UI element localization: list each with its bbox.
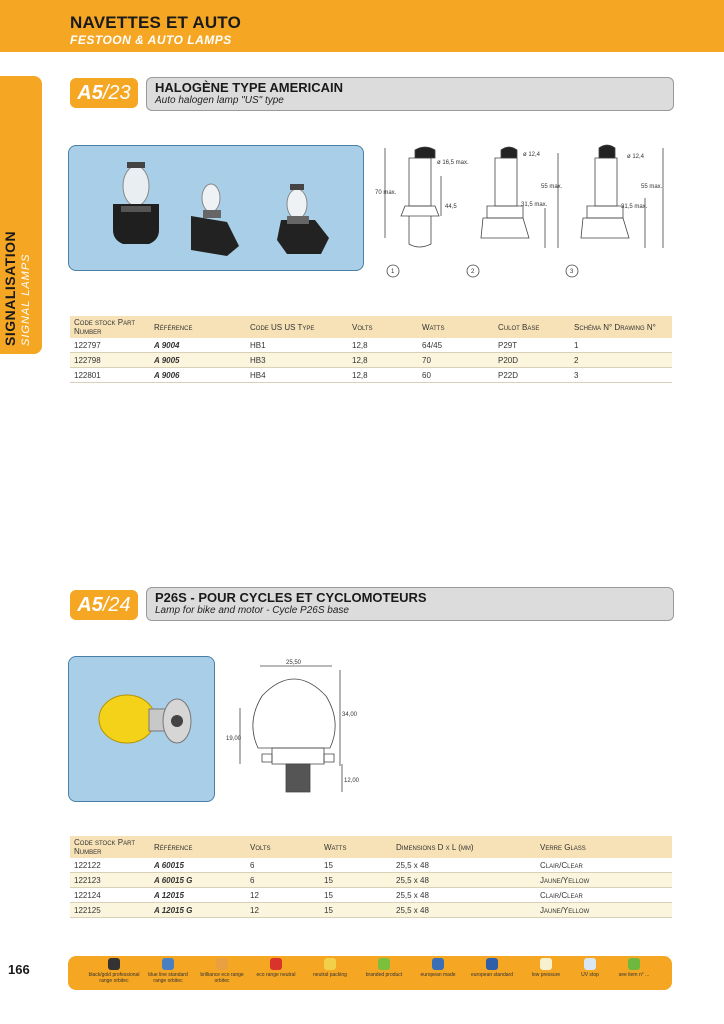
cell-base: P29T [494,338,570,353]
section2-technical-drawing [222,656,372,806]
cell-volts: 6 [246,858,320,873]
page-number: 166 [8,962,30,977]
cell-watts: 15 [320,903,392,918]
column-header: Dimensions D x L (mm) [392,836,536,858]
drawing-number: 1 [391,269,395,275]
drawing-number: 2 [471,269,475,275]
brilliance-range-icon [216,958,228,970]
legend-item: see item n° ... [608,958,660,978]
section1-product-photo [68,145,364,271]
cell-base: P20D [494,353,570,368]
column-header: Référence [150,316,246,338]
column-header: Référence [150,836,246,858]
dim-label: ø 16,5 max. [437,160,469,166]
cell-us-type: HB4 [246,368,348,383]
cell-watts: 60 [418,368,494,383]
cell-reference: A 12015 [150,888,246,903]
cell-dimensions: 25,5 x 48 [392,858,536,873]
section1-code-main: A5 [77,81,103,104]
dim-label: 31,5 max. [521,202,548,208]
cell-us-type: HB3 [246,353,348,368]
column-header: Volts [348,316,418,338]
see-item-icon [628,958,640,970]
cell-glass: Jaune/Yellow [536,873,672,888]
table-row [70,858,672,873]
cell-reference: A 9005 [150,353,246,368]
cell-part-number: 122123 [70,873,150,888]
dim-label: 55 max. [641,184,663,190]
cell-part-number: 122801 [70,368,150,383]
cell-watts: 15 [320,888,392,903]
section2-code-num: /24 [102,593,131,616]
section1-title: HALOGÈNE TYPE AMERICAIN [155,80,344,95]
neutral-packing-icon [324,958,336,970]
dim-label: 25,50 [286,660,302,666]
eco-range-icon [270,958,282,970]
column-header: Code stock Part Number [70,836,150,858]
dim-label: 55 max. [541,184,563,190]
legend-item: black/gold professional range orbitec [88,958,140,984]
section2-code-main: A5 [77,593,103,616]
legend-item: blue line standard range orbitec [142,958,194,984]
legend-item: low pressure [520,958,572,978]
cell-volts: 12 [246,888,320,903]
legend-item: eco range neutral [250,958,302,978]
section2-code-badge [70,590,138,620]
cell-watts: 64/45 [418,338,494,353]
column-header: Watts [418,316,494,338]
side-tab-title: SIGNALISATION [2,230,18,346]
cell-volts: 12,8 [348,338,418,353]
cell-glass: Jaune/Yellow [536,903,672,918]
legend-item: european made [412,958,464,978]
table-header-row [70,316,672,338]
section2-title: P26S - POUR CYCLES ET CYCLOMOTEURS [155,590,427,605]
side-category-tab [0,76,42,354]
section2-subtitle: Lamp for bike and motor - Cycle P26S base [155,605,349,616]
black-gold-range-icon [108,958,120,970]
cell-part-number: 122124 [70,888,150,903]
cell-drawing: 3 [570,368,672,383]
european-made-icon [432,958,444,970]
section1-technical-drawings [375,138,675,283]
halogen-lamps-illustration [69,146,363,270]
section1-header [146,77,674,111]
cell-dimensions: 25,5 x 48 [392,888,536,903]
column-header: Code stock Part Number [70,316,150,338]
section2-spec-table [70,836,672,918]
header-title: NAVETTES ET AUTO [70,13,242,32]
european-standard-icon [486,958,498,970]
blue-line-range-icon [162,958,174,970]
cell-volts: 12,8 [348,353,418,368]
cell-volts: 6 [246,873,320,888]
table-row [70,368,672,383]
section2-product-photo [68,656,215,802]
section1-subtitle: Auto halogen lamp "US" type [155,95,284,106]
page-header [0,0,724,52]
dim-label: ø 12,4 [523,152,541,158]
dim-label: 44,5 [445,204,457,210]
column-header: Culot Base [494,316,570,338]
cell-dimensions: 25,5 x 48 [392,903,536,918]
table-row [70,888,672,903]
cell-watts: 15 [320,858,392,873]
table-row [70,338,672,353]
dim-label: 34,00 [342,712,358,718]
cell-part-number: 122122 [70,858,150,873]
header-subtitle: FESTOON & AUTO LAMPS [70,33,232,47]
cell-base: P22D [494,368,570,383]
dim-label: 31,5 max. [621,204,648,210]
cell-part-number: 122797 [70,338,150,353]
column-header: Code US US Type [246,316,348,338]
cell-reference: A 9006 [150,368,246,383]
branded-product-icon [378,958,390,970]
column-header: Schéma N° Drawing N° [570,316,672,338]
cell-reference: A 9004 [150,338,246,353]
dim-label: 12,00 [344,778,360,784]
legend-item: european standard [466,958,518,978]
legend-bar [68,956,672,990]
legend-item: brilliance eco range orbitec [196,958,248,984]
cell-reference: A 60015 [150,858,246,873]
yellow-bike-lamp-illustration [69,657,214,801]
cell-part-number: 122798 [70,353,150,368]
cell-us-type: HB1 [246,338,348,353]
cell-reference: A 60015 G [150,873,246,888]
table-row [70,873,672,888]
section1-code-badge [70,78,138,108]
table-row [70,903,672,918]
column-header: Verre Glass [536,836,672,858]
cell-glass: Clair/Clear [536,888,672,903]
legend-item: branded product [358,958,410,978]
side-tab-subtitle: SIGNAL LAMPS [20,253,32,346]
cell-watts: 15 [320,873,392,888]
cell-dimensions: 25,5 x 48 [392,873,536,888]
legend-item: neutral packing [304,958,356,978]
column-header: Watts [320,836,392,858]
section1-code-num: /23 [102,81,131,104]
low-pressure-icon [540,958,552,970]
cell-watts: 70 [418,353,494,368]
table-row [70,353,672,368]
cell-part-number: 122125 [70,903,150,918]
section2-header [146,587,674,621]
cell-reference: A 12015 G [150,903,246,918]
dim-label: ø 12,4 [627,154,645,160]
cell-glass: Clair/Clear [536,858,672,873]
uv-stop-icon [584,958,596,970]
cell-volts: 12 [246,903,320,918]
cell-drawing: 2 [570,353,672,368]
column-header: Volts [246,836,320,858]
legend-item: UV stop [564,958,616,978]
cell-drawing: 1 [570,338,672,353]
section1-spec-table [70,316,672,383]
dim-label: 70 max. [375,190,397,196]
drawing-number: 3 [570,269,574,275]
cell-volts: 12,8 [348,368,418,383]
table-header-row [70,836,672,858]
dim-label: 19,00 [226,736,242,742]
